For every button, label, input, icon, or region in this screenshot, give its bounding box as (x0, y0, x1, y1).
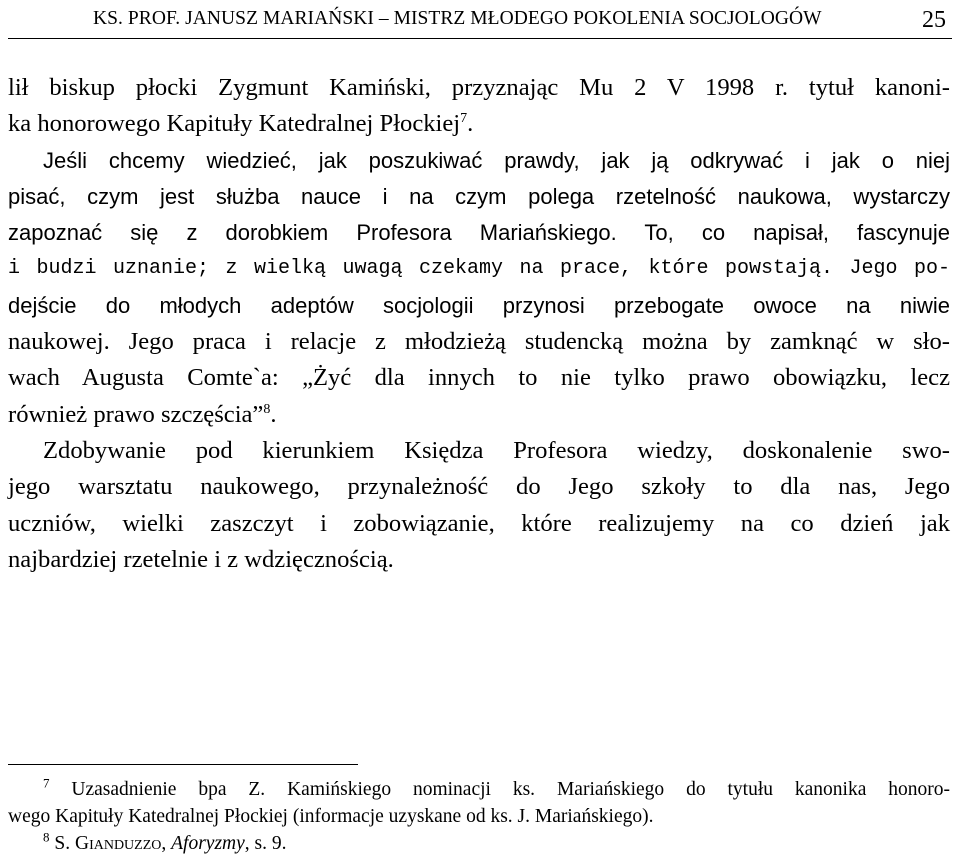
text-line (8, 397, 950, 433)
footnote-work-title: Aforyzmy (171, 833, 245, 854)
text-line: jego warsztatu naukowego, przynależność do Jego szkoły to dla nas, Jego (8, 473, 950, 501)
text-line: Zdobywanie pod kierunkiem Księdza Profesora wiedzy, doskonalenie swo- (43, 436, 950, 464)
text-line: naukowej. Jego praca i relacje z młodzieżą studencką można by zamknąć w sło- (8, 328, 950, 356)
text-line: pisać, czym jest służba nauce i na czym polega rzetelność naukowa, wystarczy (8, 183, 950, 209)
text-run: również prawo szczęścia” (8, 400, 264, 428)
text-line: najbardziej rzetelnie i z wdzięcznością. (8, 545, 394, 573)
text-line: dejście do młodych adeptów socjologii przynosi przebogate owoce na niwie (8, 292, 950, 318)
footnote-8 (8, 830, 950, 857)
footnote-line: wego Kapituły Katedralnej Płockiej (informacje uzyskane od ks. J. Mariańskiego). (8, 806, 654, 827)
footnote-author-surname: Gianduzzo (74, 833, 162, 854)
text-run: ka honorowego Kapituły Katedralnej Płockiej (8, 110, 461, 138)
footnote-number: 7 (43, 775, 50, 791)
running-header-title: KS. PROF. JANUSZ MARIAŃSKI – MISTRZ MŁODEGO POKOLENIA SOCJOLOGÓW (93, 8, 822, 29)
footnote-reference-8: 8 (263, 401, 271, 417)
footnote-line (8, 776, 950, 803)
running-header (8, 4, 952, 39)
footnote-number: 8 (43, 829, 50, 845)
footnote-line (8, 830, 950, 857)
footnotes (8, 776, 950, 857)
text-line: i budzi uznanie; z wielką uwagą czekamy na prace, które powstają. Jego po- (8, 257, 950, 281)
text-line (8, 106, 950, 142)
text-run: . (467, 110, 474, 138)
footnote-7 (8, 776, 950, 830)
footnote-reference-7: 7 (460, 111, 468, 127)
paragraph-2 (8, 143, 950, 433)
text-line: uczniów, wielki zaszczyt i zobowiązanie, które realizujemy na co dzień jak (8, 509, 950, 537)
page-number: 25 (922, 7, 946, 33)
footnote-separator (8, 764, 358, 765)
text-run: . (270, 400, 277, 428)
footnote-text: Uzasadnienie bpa Z. Kamińskiego nominacji ks. Mariańskiego do tytułu kanonika honoro- (71, 779, 951, 800)
footnote-separator-text: , (161, 833, 172, 854)
paragraph-3 (8, 433, 950, 578)
body-text (8, 70, 950, 578)
text-line: zapoznać się z dorobkiem Profesora Mariańskiego. To, co napisał, fascynuje (8, 220, 950, 246)
footnote-page-reference: , s. 9. (244, 833, 287, 854)
text-line: wach Augusta Comte`a: „Żyć dla innych to nie tylko prawo obowiązku, lecz (8, 364, 950, 392)
text-line: lił biskup płocki Zygmunt Kamiński, przyznając Mu 2 V 1998 r. tytuł kanoni- (8, 74, 950, 101)
paragraph-1 (8, 70, 950, 143)
text-line: Jeśli chcemy wiedzieć, jak poszukiwać prawdy, jak ją odkrywać i jak o niej (43, 147, 950, 173)
footnote-author-initial: S. (54, 833, 75, 854)
